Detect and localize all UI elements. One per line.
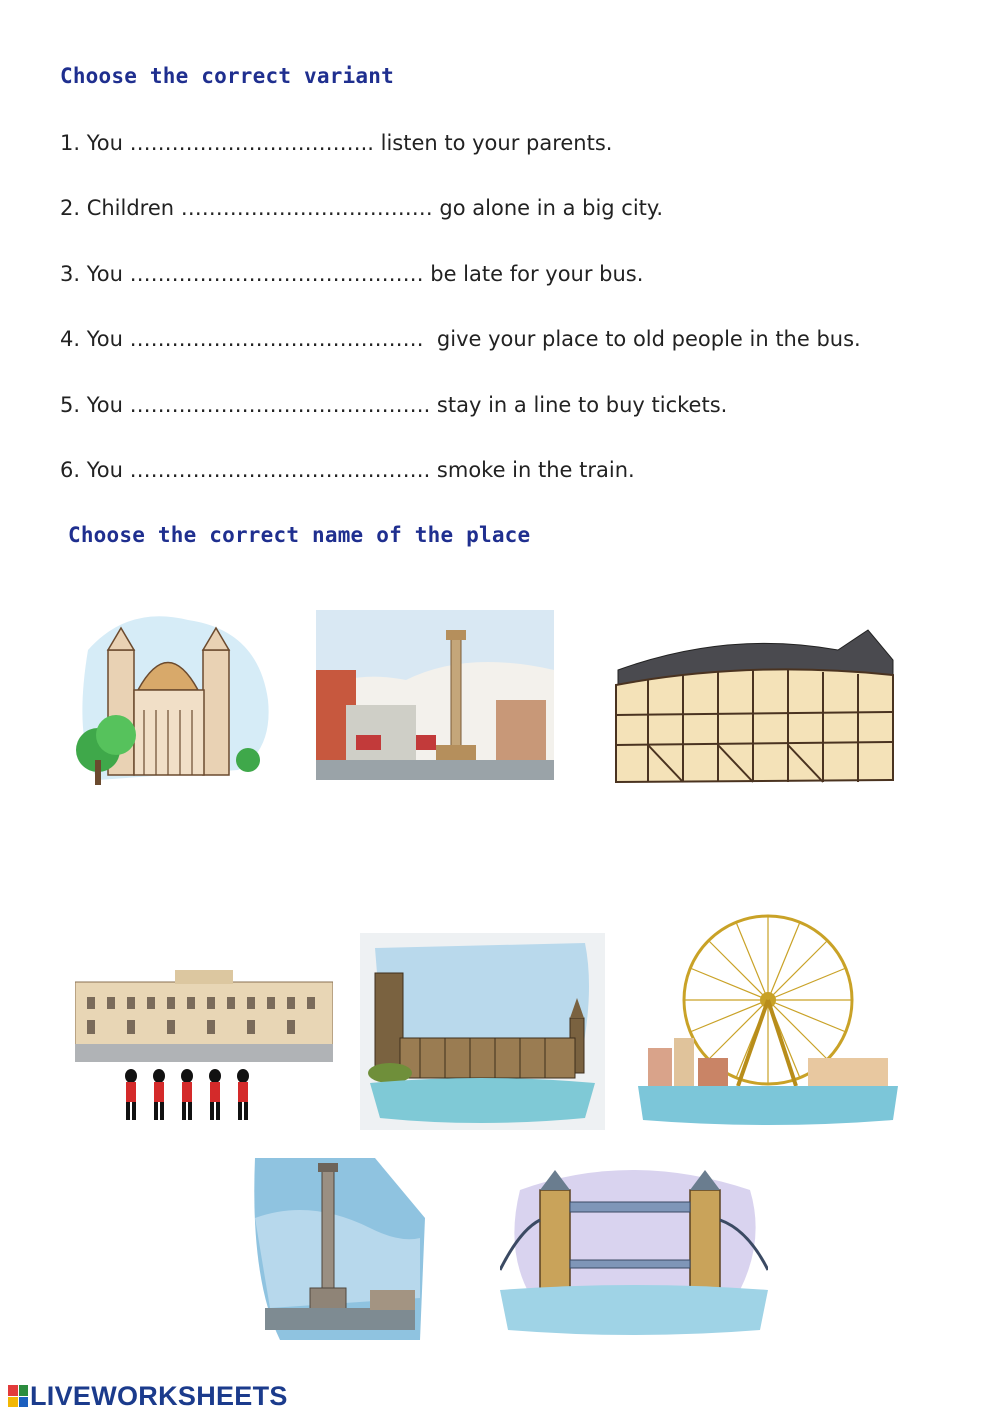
sentence-4: 4. You …………………………………… give your place to old people in the bus.	[60, 327, 861, 351]
logo-text: LIVEWORKSHEETS	[30, 1380, 288, 1411]
sentence-5: 5. You ……………………………………. stay in a line to buy tickets.	[60, 393, 728, 417]
sentence-2: 2. Children ……………………………… go alone in a big city.	[60, 196, 664, 220]
worksheet-title-variant: Choose the correct variant	[60, 64, 394, 88]
worksheet-title-place: Choose the correct name of the place	[68, 523, 531, 547]
square-column-picture	[316, 610, 554, 780]
parliament-picture	[360, 933, 605, 1130]
timber-theatre-picture	[608, 620, 896, 792]
sentence-1: 1. You …………………………….. listen to your parents.	[60, 131, 613, 155]
tower-bridge-picture	[500, 1160, 768, 1340]
sentence-6: 6. You ……………………………………. smoke in the train.	[60, 458, 635, 482]
observation-wheel-picture	[638, 908, 898, 1130]
liveworksheets-logo	[8, 1380, 288, 1412]
logo-badge-icon	[8, 1385, 28, 1407]
column-monument-picture	[250, 1158, 425, 1340]
sentence-3: 3. You …………………………………… be late for your bus.	[60, 262, 644, 286]
cathedral-picture	[68, 610, 278, 795]
palace-guards-picture	[75, 962, 333, 1130]
